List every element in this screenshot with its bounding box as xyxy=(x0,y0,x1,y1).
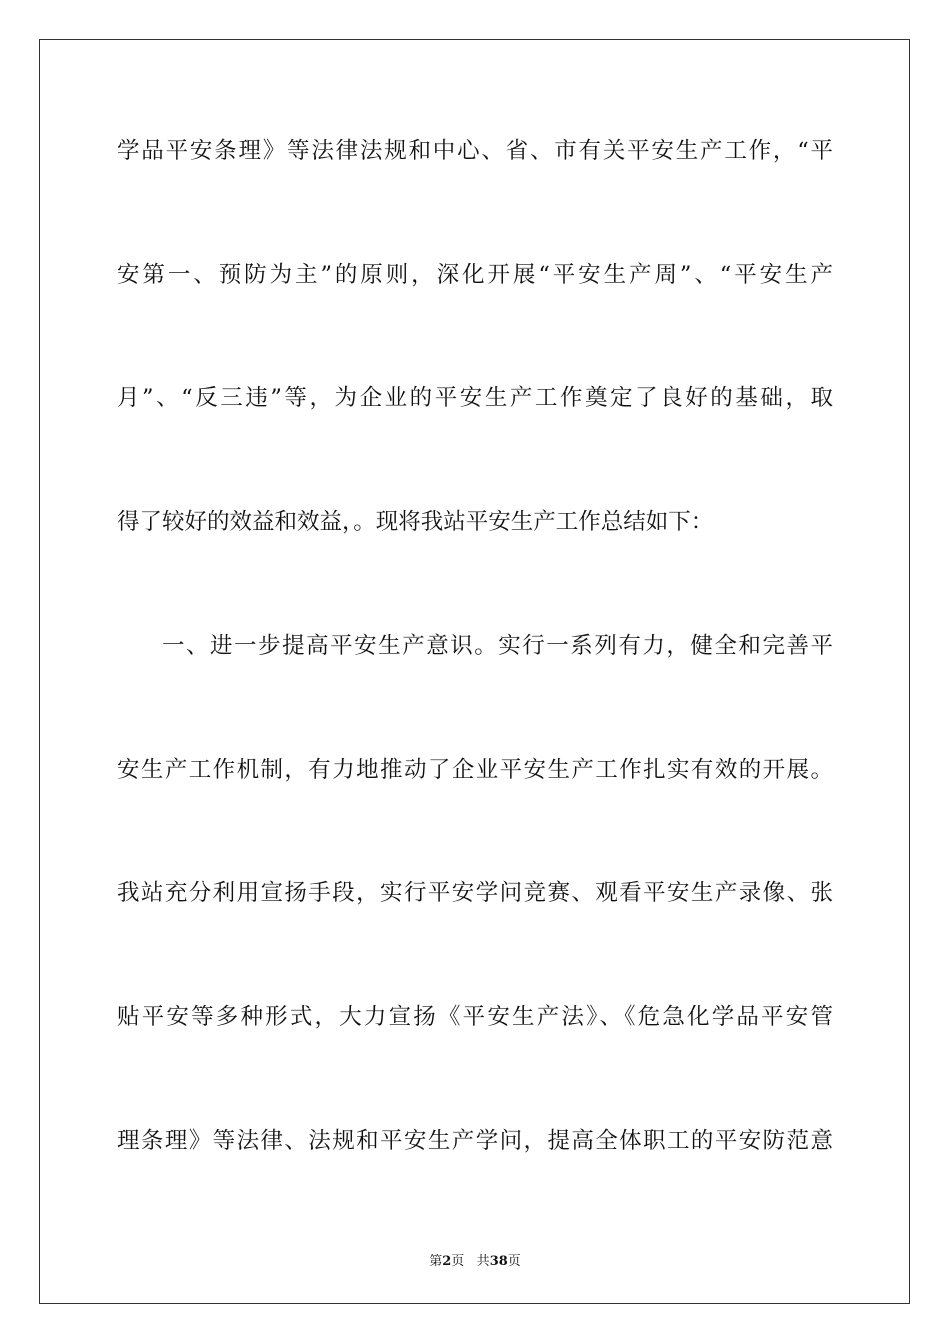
body-text-line-6: 安生产工作机制，有力地推动了企业平安生产工作扎实有效的开展。 xyxy=(117,757,833,783)
footer-page-suffix: 页 xyxy=(451,1254,465,1269)
footer-total-prefix: 共 xyxy=(476,1254,490,1269)
page-border xyxy=(39,39,910,1304)
footer-page-prefix: 第 xyxy=(429,1254,443,1269)
body-text-line-7: 我站充分利用宣扬手段，实行平安学问竞赛、观看平安生产录像、张 xyxy=(117,880,833,906)
body-text-line-1: 学品平安条理》等法律法规和中心、省、市有关平安生产工作，“平 xyxy=(117,138,833,164)
body-text-line-9: 理条理》等法律、法规和平安生产学问，提高全体职工的平安防范意 xyxy=(117,1128,833,1154)
body-text-line-4: 得了较好的效益和效益，。现将我站平安生产工作总结如下： xyxy=(117,509,714,535)
footer-total-suffix: 页 xyxy=(507,1254,521,1269)
page-footer xyxy=(0,1250,950,1269)
footer-page-number: 2 xyxy=(442,1254,452,1269)
body-text-line-8: 贴平安等多种形式，大力宣扬《平安生产法》、《危急化学品平安管 xyxy=(117,1004,833,1030)
body-text-line-5: 一、进一步提高平安生产意识。实行一系列有力，健全和完善平 xyxy=(162,633,833,659)
body-text-line-3: 月”、“反三违”等，为企业的平安生产工作奠定了良好的基础，取 xyxy=(117,385,833,411)
footer-total-pages: 38 xyxy=(489,1254,508,1269)
body-text-line-2: 安第一、预防为主”的原则，深化开展“平安生产周”、“平安生产 xyxy=(117,262,833,288)
